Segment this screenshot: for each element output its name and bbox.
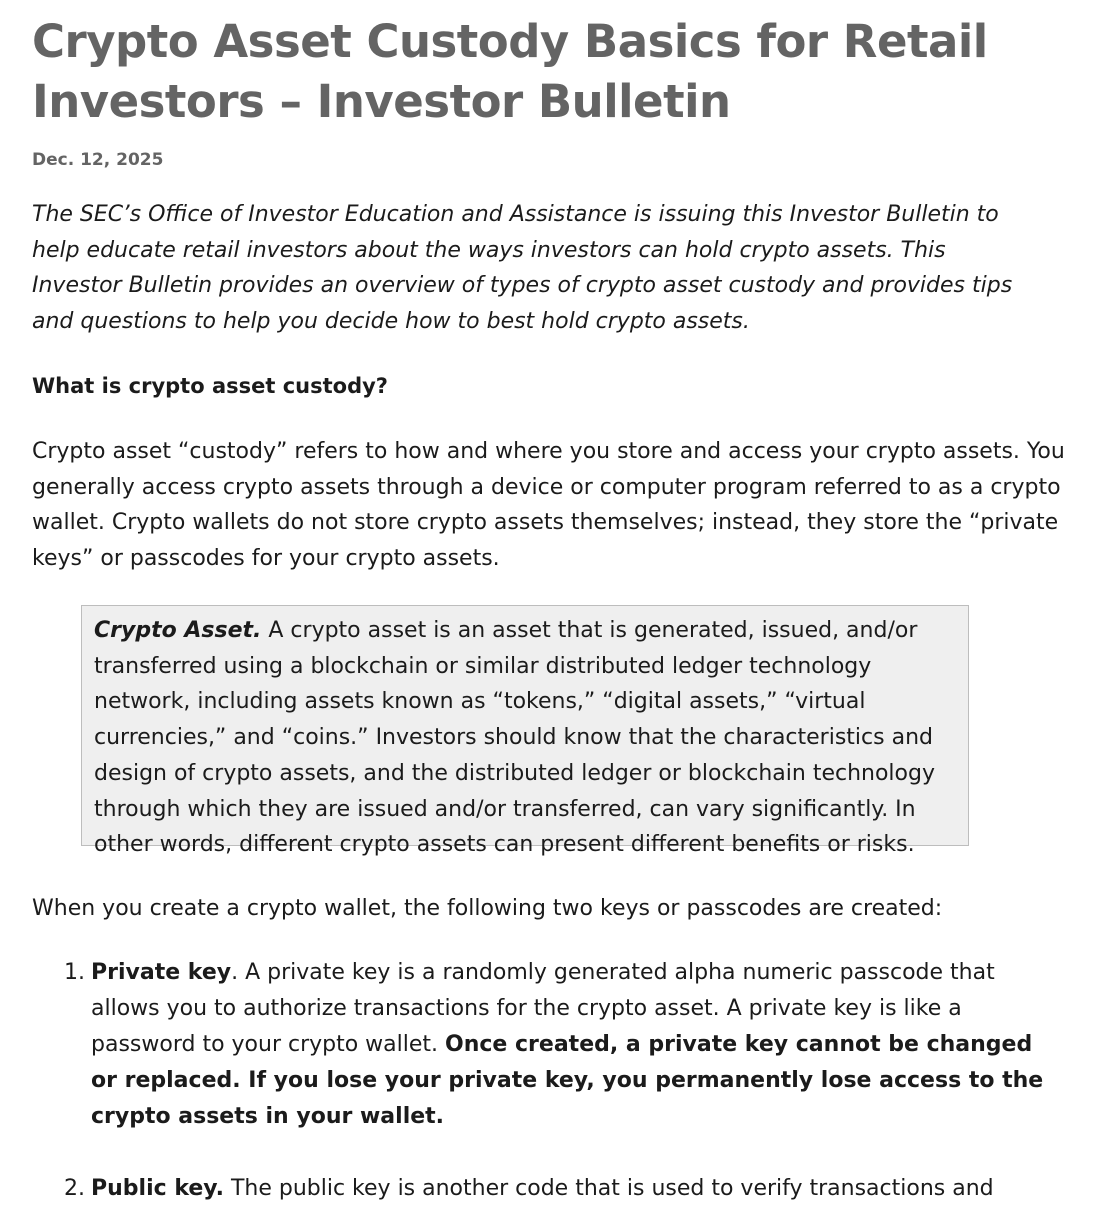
section-heading: What is crypto asset custody? bbox=[32, 374, 388, 398]
callout-term: Crypto Asset. bbox=[94, 618, 262, 643]
list-number: 1. bbox=[64, 960, 85, 985]
article-title: Crypto Asset Custody Basics for Retail Investors – Investor Bulletin bbox=[32, 15, 988, 128]
public-key-text: The public key is another code that is used to verify transactions and bbox=[223, 1176, 994, 1201]
publish-date: Dec. 12, 2025 bbox=[32, 150, 164, 170]
list-item-private-key bbox=[64, 955, 1064, 1135]
callout-text: A crypto asset is an asset that is generated, issued, and/or transferred using a blockchain or similar distributed ledger technology network, including assets known as “tokens,” “digital assets,” “virtual currencies,” and “coins.” Investors should know that the characteristics and design of crypto assets, and the distributed ledger or blockchain technology through which they are issued and/or transferred, can vary significantly. In other words, different crypto assets can present different benefits or risks. bbox=[94, 618, 935, 858]
intro-paragraph: The SEC’s Office of Investor Education and Assistance is issuing this Investor Bulletin to help educate retail investors about the ways investors can hold crypto assets. This Investor Bulletin provides an overview of types of crypto asset custody and provides tips and questions to help you decide how to best hold crypto assets. bbox=[32, 202, 1013, 334]
custody-paragraph: Crypto asset “custody” refers to how and where you store and access your crypto assets. You generally access crypto assets through a device or computer program referred to as a crypto wallet. Crypto wallets do not store crypto assets themselves; instead, they store the “private keys” or passcodes for your crypto assets. bbox=[32, 439, 1065, 571]
private-key-warning: Once created, a private key cannot be changed or replaced. If you lose your private key, you permanently lose access to the crypto assets in your wallet. bbox=[91, 1032, 1044, 1129]
definition-callout bbox=[81, 605, 969, 858]
list-item-public-key bbox=[64, 1171, 1064, 1207]
list-number: 2. bbox=[64, 1176, 85, 1201]
keys-list bbox=[64, 955, 1064, 1207]
keys-lead-sentence: When you create a crypto wallet, the following two keys or passcodes are created: bbox=[32, 896, 943, 921]
private-key-term: Private key bbox=[91, 960, 232, 985]
private-key-text: . A private key is a randomly generated alpha numeric passcode that allows you to authorize transactions for the crypto asset. A private key is like a password to your crypto wallet. bbox=[91, 960, 995, 1057]
public-key-term: Public key. bbox=[91, 1176, 224, 1201]
